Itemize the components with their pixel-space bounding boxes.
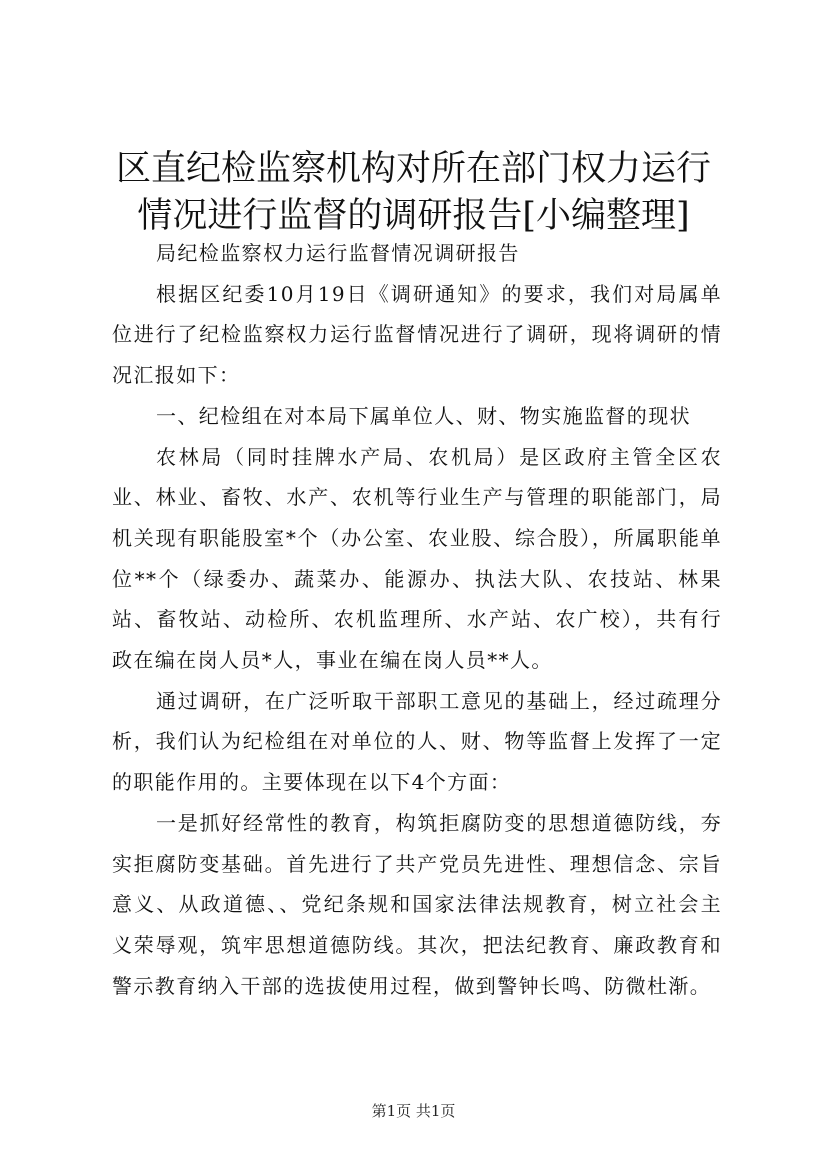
paragraph-findings: 通过调研，在广泛听取干部职工意见的基础上，经过疏理分析，我们认为纪检组在对单位的人、财、物等监督上发挥了一定的职能作用的。主要体现在以下4个方面： bbox=[112, 688, 722, 795]
section-heading-1: 一、纪检组在对本局下属单位人、财、物实施监督的现状 bbox=[156, 403, 691, 428]
paragraph-overview: 农林局（同时挂牌水产局、农机局）是区政府主管全区农业、林业、畜牧、水产、农机等行业生产与管理的职能部门，局机关现有职能股室*个（办公室、农业股、综合股），所属职能单位**个（绿委办、蔬菜办、能源办、执法大队、农技站、林果站、畜牧站、动检所、农机监理所、水产站、农广校），共有行政在编在岗人员*人，事业在编在岗人员**人。 bbox=[112, 444, 722, 673]
page-footer: 第1页 共1页 bbox=[371, 1102, 456, 1120]
paragraph-subtitle: 局纪检监察权力运行监督情况调研报告 bbox=[156, 241, 520, 265]
document-title: 区直纪检监察机构对所在部门权力运行情况进行监督的调研报告[小编整理] bbox=[115, 149, 711, 236]
document-body bbox=[112, 233, 722, 1006]
paragraph-point-1: 一是抓好经常性的教育，构筑拒腐防变的思想道德防线，夯实拒腐防变基础。首先进行了共产党员先进性、理想信念、宗旨意义、从政道德、、党纪条规和国家法律法规教育，树立社会主义荣辱观，筑牢思想道德防线。其次，把法纪教育、廉政教育和警示教育纳入干部的选拔使用过程，做到警钟长鸣、防微杜渐。 bbox=[112, 810, 722, 998]
paragraph-intro: 根据区纪委10月19日《调研通知》的要求，我们对局属单位进行了纪检监察权力运行监督情况进行了调研，现将调研的情况汇报如下： bbox=[112, 281, 722, 388]
